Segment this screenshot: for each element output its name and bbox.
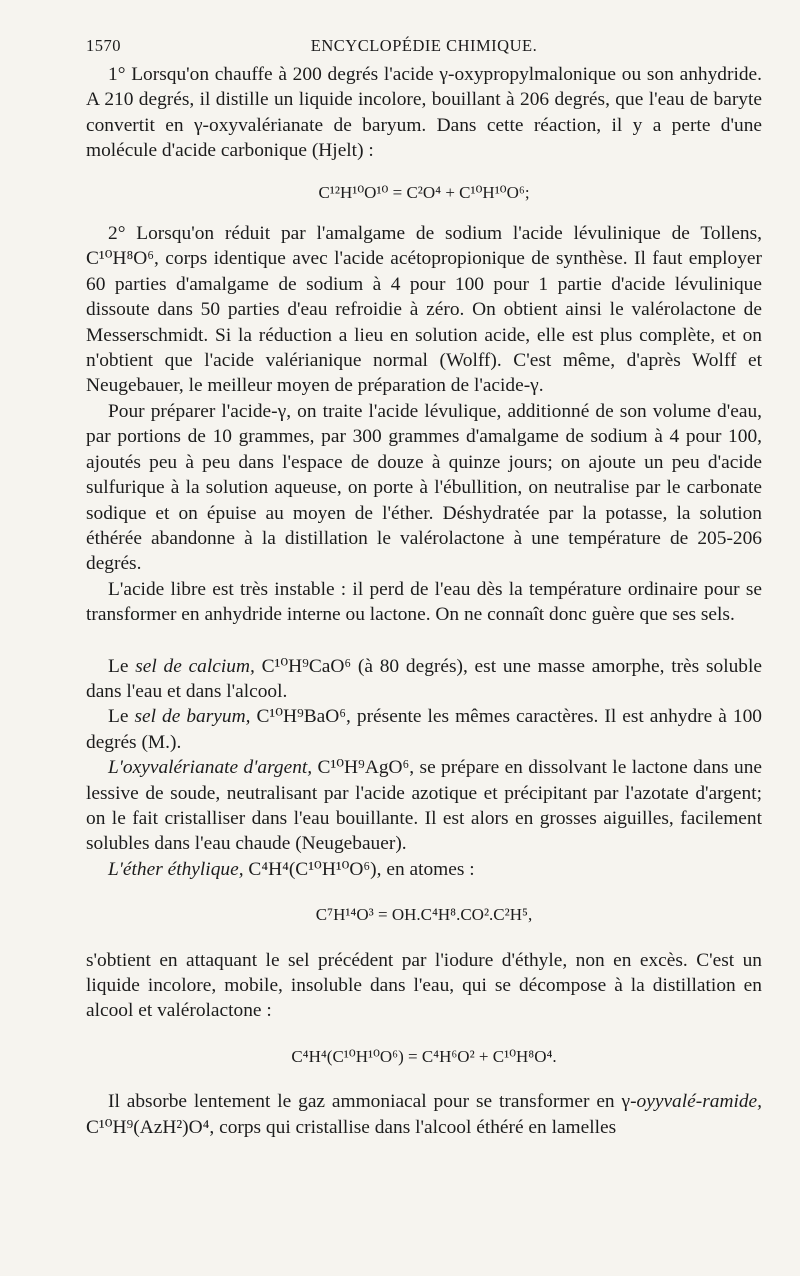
term-amide: oyyvalé-ramide, bbox=[636, 1091, 762, 1113]
paragraph-ethyl-ether: L'éther éthylique, C⁴H⁴(C¹⁰H¹⁰O⁶), en atomes : bbox=[108, 858, 475, 880]
formula-1: C¹²H¹⁰O¹⁰ = C²O⁴ + C¹⁰H¹⁰O⁶; bbox=[318, 182, 530, 202]
term-ethyl-ether: L'éther éthylique, bbox=[108, 858, 244, 880]
page-number: 1570 bbox=[86, 36, 121, 55]
paragraph-barium-salt: Le sel de baryum, C¹⁰H⁹BaO⁶, présente les mêmes caractères. Il est anhydre à 100 degrés (M.). bbox=[86, 706, 762, 753]
page-body bbox=[86, 62, 762, 1140]
paragraph-9: s'obtient en attaquant le sel précédent par l'iodure d'éthyle, non en excès. C'est un liquide incolore, mobile, insoluble dans l'eau, qui se décompose à la distillation en alcool et valérolactone : bbox=[86, 949, 762, 1022]
page-header bbox=[86, 30, 762, 60]
paragraph-4: L'acide libre est très instable : il perd de l'eau dès la température ordinaire pour se transformer en anhydride interne ou lactone. On ne connaît donc guère que ses sels. bbox=[86, 578, 762, 626]
paragraph-silver-salt: L'oxyvalérianate d'argent, C¹⁰H⁹AgO⁶, se prépare en dissolvant le lactone dans une lessive de soude, neutralisant par l'acide azotique et précipitant par l'azotate d'argent; on le fait cristalliser dans l'eau bouillante. Il est alors en grosses aiguilles, facilement solubles dans l'eau chaude (Neugebauer). bbox=[86, 757, 762, 855]
paragraph-calcium-salt: Le sel de calcium, C¹⁰H⁹CaO⁶ (à 80 degrés), est une masse amorphe, très soluble dans l'eau et dans l'alcool. bbox=[86, 655, 762, 702]
term-silver-salt: L'oxyvalérianate d'argent, bbox=[108, 757, 313, 779]
term-calcium-salt: sel de calcium, bbox=[135, 655, 255, 677]
formula-2: C⁷H¹⁴O³ = OH.C⁴H⁸.CO².C²H⁵, bbox=[315, 905, 533, 925]
term-barium-salt: sel de baryum, bbox=[134, 706, 251, 728]
paragraph-1: 1° Lorsqu'on chauffe à 200 degrés l'acide γ-oxypropylmalonique ou son anhydride. A 210 degrés, il distille un liquide incolore, bouillant à 206 degrés, que l'eau de baryte convertit en γ-oxyvalérianate de baryum. Dans cette réaction, il y a perte d'une molécule d'acide carbonique (Hjelt) : bbox=[86, 64, 762, 162]
formula-3: C⁴H⁴(C¹⁰H¹⁰O⁶) = C⁴H⁶O² + C¹⁰H⁸O⁴. bbox=[291, 1046, 557, 1066]
paragraph-3: Pour préparer l'acide-γ, on traite l'acide lévulique, additionné de son volume d'eau, par portions de 10 grammes, par 300 grammes d'amalgame de sodium à 4 pour 100, ajoutés peu à peu dans l'espace de douze à quinze jours; on ajoute un peu d'acide sulfurique à la solution aqueuse, on porte à l'ébullition, on neutralise par le carbonate sodique et on épuise au moyen de l'éther. Déshydratée par la potasse, la solution éthérée abandonne à la distillation le valérolactone à une température de 205-206 degrés. bbox=[86, 400, 762, 575]
paragraph-2: 2° Lorsqu'on réduit par l'amalgame de sodium l'acide lévulinique de Tollens, C¹⁰H⁸O⁶, corps identique avec l'acide acétopropionique de synthèse. Il faut employer 60 parties d'amalgame de sodium à 4 pour 100 pour 1 partie d'acide lévulinique dissoute dans 50 parties d'eau refroidie à zéro. On obtient ainsi le valérolactone de Messerschmidt. Si la réduction a lieu en solution acide, elle est plus complète, et on n'obtient que l'acide valérianique normal (Wolff). C'est même, d'après Wolff et Neugebauer, le meilleur moyen de préparation de l'acide-γ. bbox=[86, 223, 762, 397]
running-title: ENCYCLOPÉDIE CHIMIQUE. bbox=[310, 36, 538, 55]
paragraph-amide: Il absorbe lentement le gaz ammoniacal pour se transformer en γ-oyyvalé-ramide, C¹⁰H⁹(AzH²)O⁴, corps qui cristallise dans l'alcool éthéré en lamelles bbox=[86, 1091, 762, 1138]
